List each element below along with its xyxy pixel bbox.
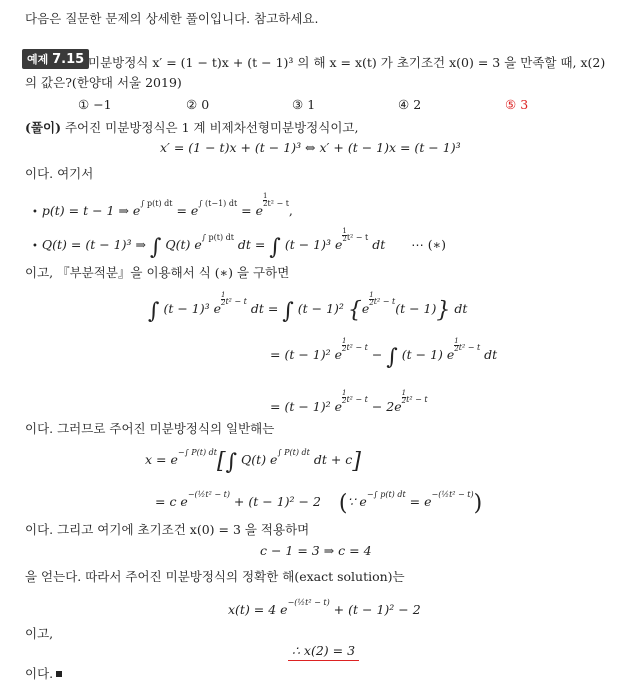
intro-text: 다음은 질문한 문제의 상세한 풀이입니다. 참고하세요. — [25, 11, 319, 26]
choice-1[interactable]: ① −1 — [78, 97, 112, 112]
final-answer: ∴ x(2) = 3 — [288, 643, 359, 658]
example-badge — [22, 49, 89, 69]
p-definition: • p(t) = t − 1 ⇒ $e^{\int p(t) dt} = e^{\int (t-1) dt} = e$ $\frac{1}{2}$ $^{t^2 - t}$, — [32, 192, 293, 218]
exact-solution-line: 을 얻는다. 따라서 주어진 미분방정식의 정확한 해(exact solution)는 — [25, 569, 405, 584]
general-solution-1: $x = e^{-\int P(t) dt}[\int$ Q(t) $e^{\int P(t) dt}$ dt + c] — [145, 448, 361, 475]
solution-intro — [25, 118, 358, 136]
integration-step-3: = (t − 1)² e $\frac{1}{2}$ $^{t^2 - t}$ − 2e $\frac{1}{2}$ $^{t^2 - t}$ — [270, 389, 428, 414]
text-idda-1: 이다. 여기서 — [25, 166, 94, 181]
general-solution-2: = c $e^{-(\frac{1}{2}t^2 - t)} + (t - 1)^2 - 2$ (∵ $e^{-\int p(t) dt} = e^{-(\frac{1}{2}t^2 - t)}$) — [155, 490, 483, 516]
bullet-icon: • — [32, 207, 38, 218]
text-idda-end: 이다. — [25, 664, 62, 682]
problem-line-1: 미분방정식 x′ = (1 − t)x + (t − 1)³ 의 해 x = x(t) 가 초기조건 x(0) = 3 을 만족할 때, x(2) — [88, 55, 606, 70]
badge-prefix: 예제 — [27, 53, 49, 66]
integration-step-2: = (t − 1)² e $\frac{1}{2}$ $^{t^2 - t}$ − ∫ (t − 1) e $\frac{1}{2}$ $^{t^2 - t}$ dt — [270, 337, 498, 370]
choice-3[interactable]: ③ 1 — [292, 97, 316, 112]
end-square-icon — [56, 671, 62, 677]
badge-number: 7.15 — [52, 52, 85, 67]
parts-line: 이고, 『부분적분』을 이용해서 식 (∗) 을 구하면 — [25, 265, 290, 280]
choice-4[interactable]: ④ 2 — [398, 97, 422, 112]
star-label: ⋯ (∗) — [411, 237, 446, 252]
equation-1: x′ = (1 − t)x + (t − 1)³ ⇔ x′ + (t − 1)x = (t − 1)³ — [160, 140, 461, 155]
exact-solution: x(t) = 4 $e^{-(\frac{1}{2}t^2 - t)} + (t - 1)^2 - 2$ — [228, 598, 421, 617]
bullet-icon: • — [32, 241, 38, 252]
text-idda-3: 이다. 그리고 여기에 초기조건 x(0) = 3 을 적용하며 — [25, 522, 310, 537]
problem-line-2: 의 값은?(한양대 서울 2019) — [25, 75, 182, 90]
choice-5-correct[interactable]: ⑤ 3 — [505, 97, 529, 112]
solution-label: (풀이) — [25, 120, 61, 135]
integration-step-1: ∫ (t − 1)³ e $\frac{1}{2}$ $^{t^2 - t}$ dt = ∫ (t − 1)² {e $\frac{1}{2}$ $^{t^2 - t}$(t − 1)} dt — [148, 291, 468, 324]
solution-line-1: 주어진 미분방정식은 1 계 비제차선형미분방정식이고, — [64, 120, 359, 135]
text-idda-2: 이다. 그러므로 주어진 미분방정식의 일반해는 — [25, 421, 275, 436]
text-igo: 이고, — [25, 626, 54, 641]
constant-equation: c − 1 = 3 ⇒ c = 4 — [260, 543, 372, 558]
q-definition: • Q(t) = (t − 1)³ ⇒ ∫ Q(t) $e^{\int p(t) dt}$ dt = ∫ (t − 1)³ e $\frac{1}{2}$ $^{t^2 - t}$ dt ⋯ (∗) — [32, 227, 446, 260]
choice-2[interactable]: ② 0 — [186, 97, 210, 112]
